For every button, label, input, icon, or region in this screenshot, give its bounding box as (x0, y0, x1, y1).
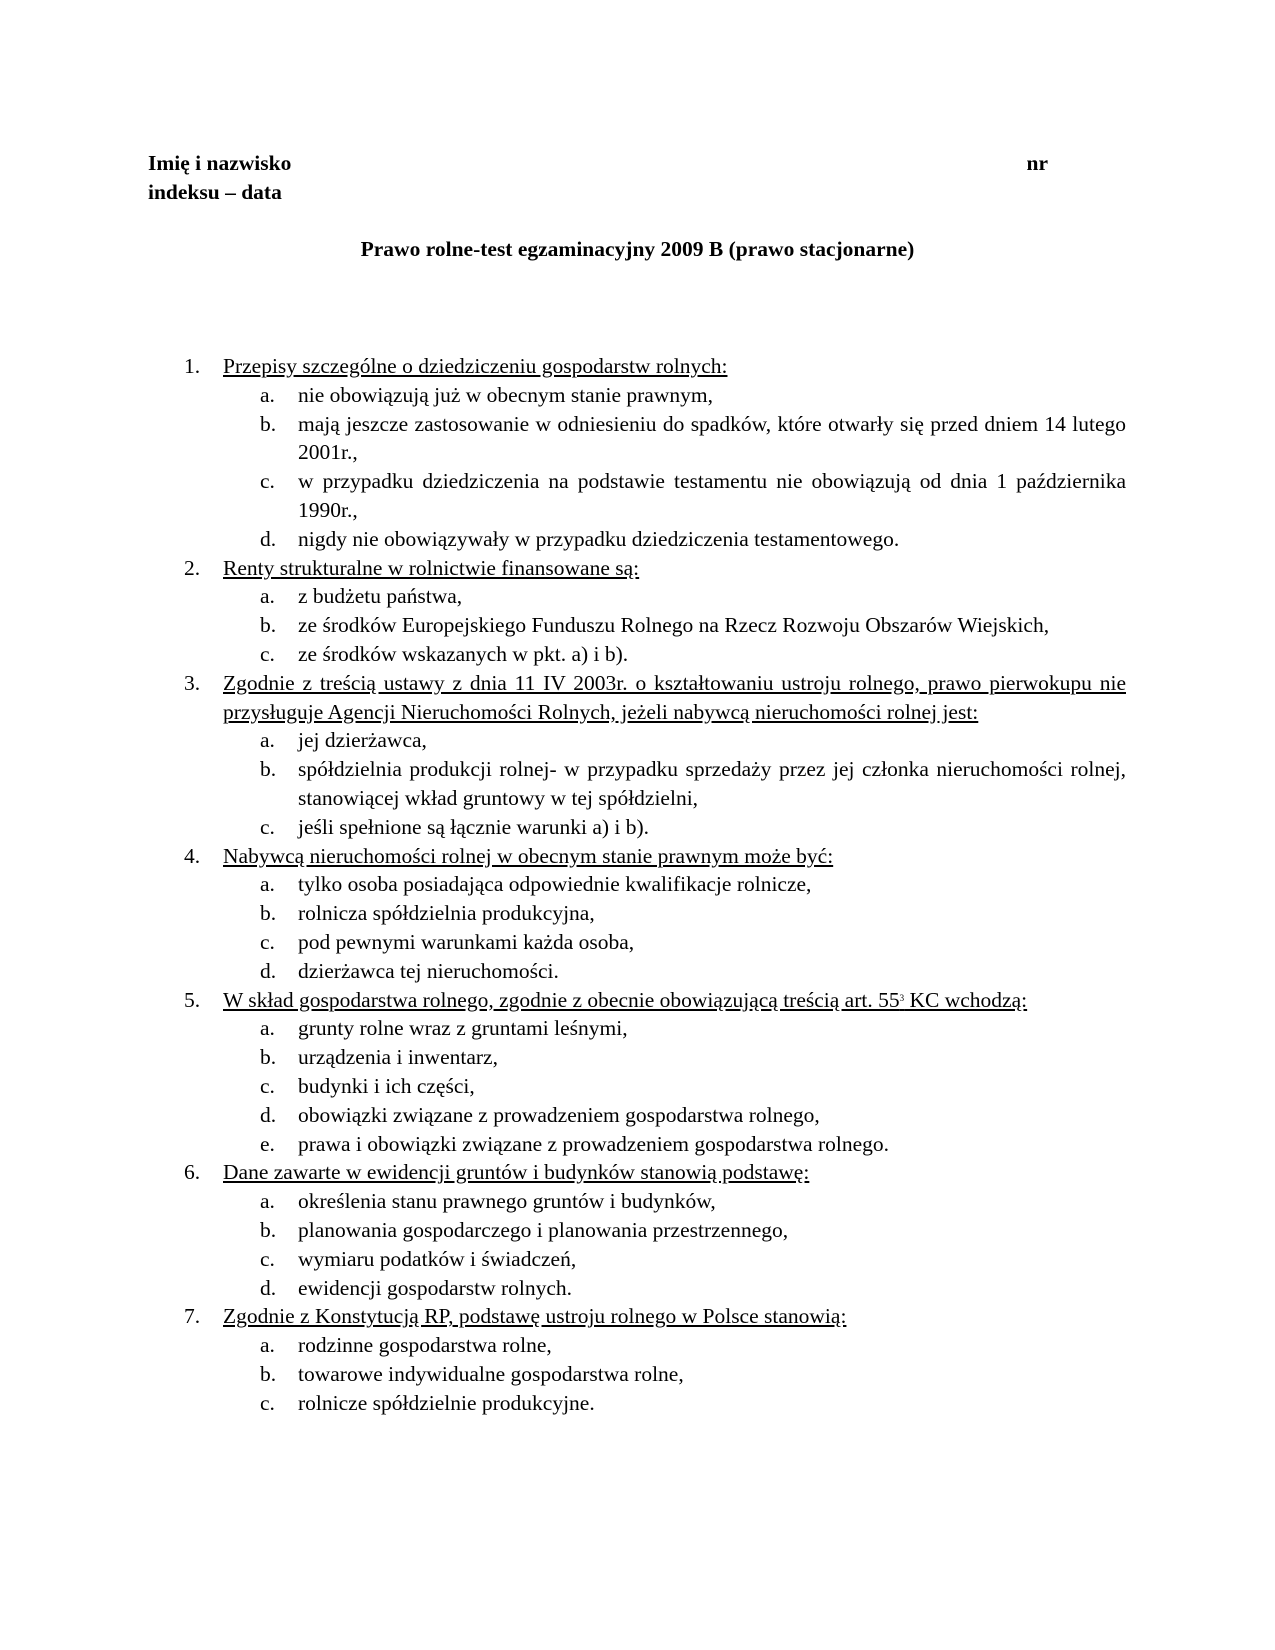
answer-text: planowania gospodarczego i planowania przestrzennego, (298, 1217, 789, 1242)
answer-text: nie obowiązują już w obecnym stanie prawnym, (298, 382, 713, 407)
answer-letter: e. (260, 1131, 275, 1156)
answer-text: rolnicze spółdzielnie produkcyjne. (298, 1390, 595, 1415)
question-item (0, 1158, 1275, 1302)
answer-letter: c. (260, 1073, 275, 1098)
answer-item (223, 1389, 1126, 1418)
answer-letter: d. (260, 958, 277, 983)
index-label-start: nr (1026, 151, 1048, 175)
answer-text: tylko osoba posiadająca odpowiednie kwalifikacje rolnicze, (298, 872, 812, 897)
answer-list (223, 1187, 1126, 1302)
answer-list (223, 582, 1126, 668)
question-text (223, 986, 1126, 1015)
index-date-label: indeksu – data (148, 180, 282, 204)
answer-text: rolnicza spółdzielnia produkcyjna, (298, 901, 595, 926)
answer-letter: d. (260, 1275, 277, 1300)
answer-letter: a. (260, 728, 275, 753)
question-item (0, 669, 1275, 842)
answer-letter: c. (260, 814, 275, 839)
name-label: Imię i nazwisko (148, 151, 292, 175)
question-number: 4. (184, 843, 201, 868)
answer-letter: a. (260, 1333, 275, 1358)
answer-letter: c. (260, 929, 275, 954)
answer-item (223, 640, 1126, 669)
answer-list (223, 381, 1126, 554)
answer-text: budynki i ich części, (298, 1073, 475, 1098)
answer-text: urządzenia i inwentarz, (298, 1045, 498, 1070)
answer-item (223, 957, 1126, 986)
answer-item (223, 1014, 1126, 1043)
answer-letter: a. (260, 382, 275, 407)
answer-list (223, 1331, 1126, 1417)
page-title: Prawo rolne-test egzaminacyjny 2009 B (prawo stacjonarne) (360, 237, 915, 261)
answer-item (223, 755, 1126, 813)
answer-letter: a. (260, 872, 275, 897)
answer-text: jej dzierżawca, (298, 728, 427, 753)
answer-letter: b. (260, 901, 277, 926)
question-number: 6. (184, 1160, 201, 1185)
answer-item (223, 813, 1126, 842)
answer-text: jeśli spełnione są łącznie warunki a) i b). (298, 814, 650, 839)
answer-text: z budżetu państwa, (298, 584, 463, 609)
question-text: Zgodnie z treścią ustawy z dnia 11 IV 2003r. o kształtowaniu ustroju rolnego, prawo pierwokupu nie przysługuje Agencji Nieruchomości Rolnych, jeżeli nabywcą nieruchomości rolnej jest: (223, 670, 1126, 724)
answer-item (223, 899, 1126, 928)
question-number: 3. (184, 670, 201, 695)
answer-text: dzierżawca tej nieruchomości. (298, 958, 559, 983)
question-number: 5. (184, 987, 201, 1012)
question-number: 7. (184, 1304, 201, 1329)
answer-letter: d. (260, 526, 277, 551)
answer-item (223, 726, 1126, 755)
answer-item (223, 467, 1126, 525)
answer-text: prawa i obowiązki związane z prowadzeniem gospodarstwa rolnego. (298, 1131, 890, 1156)
question-item (0, 1302, 1275, 1417)
question-item (0, 352, 1275, 554)
answer-letter: b. (260, 757, 277, 782)
answer-text: wymiaru podatków i świadczeń, (298, 1246, 577, 1271)
answer-letter: c. (260, 641, 275, 666)
answer-item (223, 870, 1126, 899)
question-number: 1. (184, 354, 201, 378)
question-item (0, 842, 1275, 986)
answer-text: ze środków wskazanych w pkt. a) i b). (298, 641, 629, 666)
question-list (0, 352, 1275, 1417)
answer-item (223, 582, 1126, 611)
question-text-part: KC wchodzą: (904, 987, 1028, 1012)
answer-list (223, 870, 1126, 985)
answer-text: określenia stanu prawnego gruntów i budynków, (298, 1189, 716, 1214)
article-superscript: 3 (899, 992, 905, 1003)
answer-letter: a. (260, 1189, 275, 1214)
answer-letter: b. (260, 411, 277, 436)
question-text: Renty strukturalne w rolnictwie finansowane są: (223, 555, 640, 580)
answer-list (223, 1014, 1126, 1158)
answer-text: rodzinne gospodarstwa rolne, (298, 1333, 552, 1358)
answer-item (223, 611, 1126, 640)
answer-letter: a. (260, 1016, 275, 1041)
answer-letter: b. (260, 1045, 277, 1070)
answer-item (223, 1101, 1126, 1130)
answer-item (223, 1130, 1126, 1159)
answer-item (223, 525, 1126, 554)
question-item (0, 986, 1275, 1159)
answer-text: grunty rolne wraz z gruntami leśnymi, (298, 1016, 628, 1041)
answer-item (223, 381, 1126, 410)
answer-item (223, 1216, 1126, 1245)
answer-text: ewidencji gospodarstw rolnych. (298, 1275, 573, 1300)
answer-text: obowiązki związane z prowadzeniem gospodarstwa rolnego, (298, 1102, 820, 1127)
answer-letter: c. (260, 1390, 275, 1415)
answer-item (223, 410, 1126, 468)
answer-item (223, 1043, 1126, 1072)
answer-item (223, 1072, 1126, 1101)
question-text: Nabywcą nieruchomości rolnej w obecnym stanie prawnym może być: (223, 843, 834, 868)
question-text: Dane zawarte w ewidencji gruntów i budynków stanowią podstawę: (223, 1160, 810, 1185)
answer-letter: b. (260, 613, 277, 638)
answer-item (223, 1331, 1126, 1360)
answer-letter: c. (260, 469, 275, 494)
answer-letter: b. (260, 1361, 277, 1386)
answer-text: nigdy nie obowiązywały w przypadku dziedziczenia testamentowego. (298, 526, 900, 551)
student-info-header (148, 149, 1048, 207)
answer-text: pod pewnymi warunkami każda osoba, (298, 929, 635, 954)
answer-text: w przypadku dziedziczenia na podstawie testamentu nie obowiązują od dnia 1 października 1990r., (298, 469, 1126, 522)
question-text: Przepisy szczególne o dziedziczeniu gospodarstw rolnych: (223, 354, 728, 378)
answer-text: mają jeszcze zastosowanie w odniesieniu do spadków, które otwarły się przed dniem 14 lutego 2001r., (298, 411, 1126, 465)
question-number: 2. (184, 555, 201, 580)
answer-item (223, 928, 1126, 957)
question-item (0, 554, 1275, 669)
question-text: Zgodnie z Konstytucją RP, podstawę ustroju rolnego w Polsce stanowią: (223, 1304, 847, 1329)
answer-text: spółdzielnia produkcji rolnej- w przypadku sprzedaży przez jej członka nieruchomości rolnej, stanowiącej wkład gruntowy w tej spółdzielni, (298, 757, 1126, 810)
question-text-part: W skład gospodarstwa rolnego, zgodnie z obecnie obowiązującą treścią art. 55 (223, 987, 900, 1012)
answer-item (223, 1274, 1126, 1303)
header-line-1 (148, 149, 1048, 178)
answer-text: towarowe indywidualne gospodarstwa rolne, (298, 1361, 684, 1386)
answer-letter: d. (260, 1102, 277, 1127)
answer-letter: a. (260, 584, 275, 609)
answer-item (223, 1187, 1126, 1216)
answer-letter: b. (260, 1217, 277, 1242)
answer-list (223, 726, 1126, 841)
answer-letter: c. (260, 1246, 275, 1271)
answer-item (223, 1245, 1126, 1274)
answer-text: ze środków Europejskiego Funduszu Rolnego na Rzecz Rozwoju Obszarów Wiejskich, (298, 613, 1050, 638)
answer-item (223, 1360, 1126, 1389)
